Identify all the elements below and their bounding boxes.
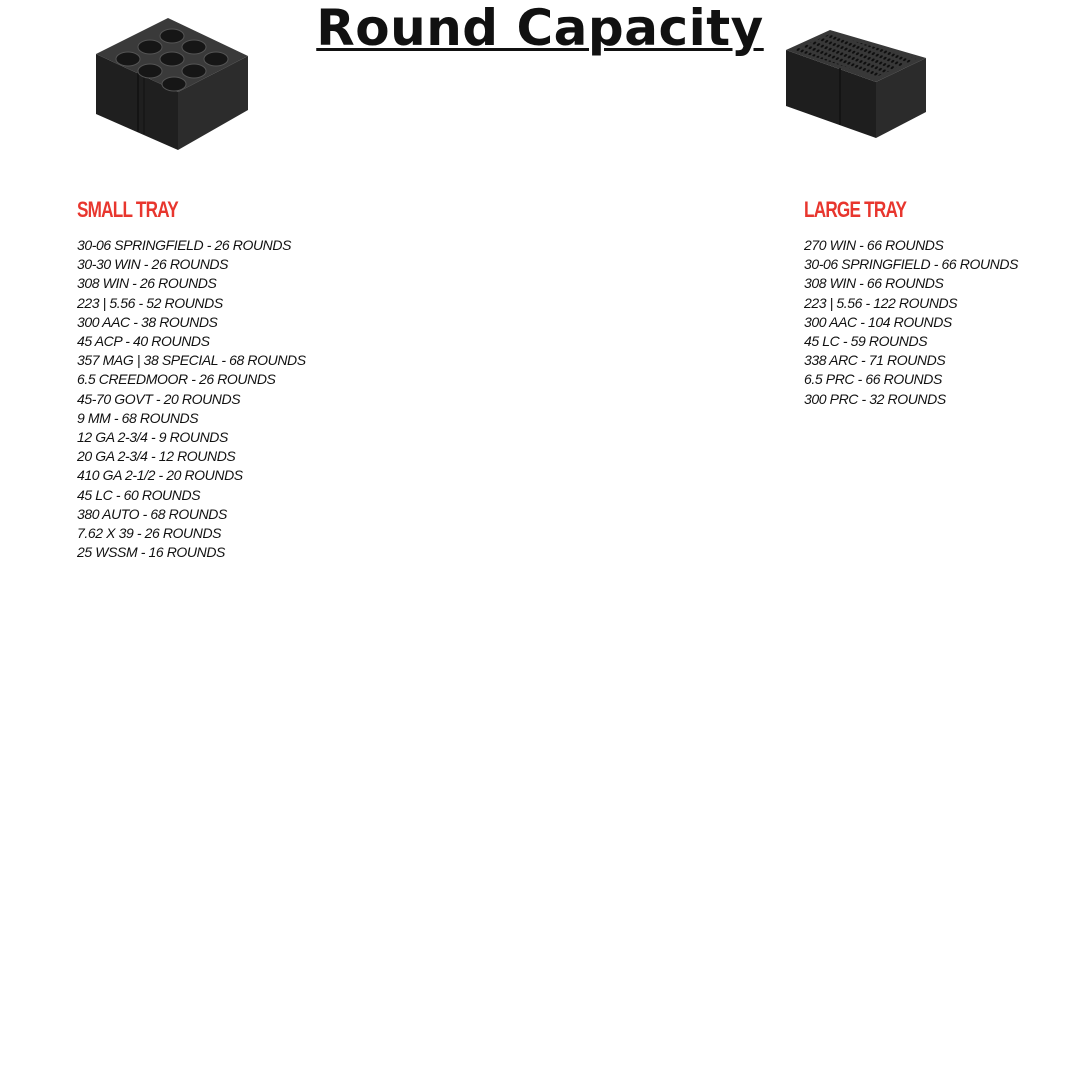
list-item: 6.5 PRC - 66 ROUNDS <box>804 371 942 388</box>
large-tray-capacity-list <box>804 236 1064 409</box>
list-item: 12 GA 2-3/4 - 9 ROUNDS <box>77 429 228 446</box>
small-tray-image <box>92 14 256 156</box>
list-item: 45 LC - 59 ROUNDS <box>804 333 928 350</box>
list-item: 223 | 5.56 - 122 ROUNDS <box>804 294 958 311</box>
large-tray-heading: LARGE TRAY <box>804 197 907 222</box>
list-item: 30-06 SPRINGFIELD - 26 ROUNDS <box>77 237 292 253</box>
list-item: 300 PRC - 32 ROUNDS <box>804 390 946 407</box>
list-item: 30-30 WIN - 26 ROUNDS <box>77 256 229 273</box>
list-item: 380 AUTO - 68 ROUNDS <box>77 505 227 522</box>
list-item: 338 ARC - 71 ROUNDS <box>804 352 946 369</box>
list-item: 9 MM - 68 ROUNDS <box>77 409 199 426</box>
list-item: 270 WIN - 66 ROUNDS <box>804 237 944 253</box>
list-item: 308 WIN - 26 ROUNDS <box>77 275 217 292</box>
small-tray-capacity-list <box>77 236 397 562</box>
list-item: 45-70 GOVT - 20 ROUNDS <box>77 390 241 407</box>
large-tray-image <box>780 26 930 142</box>
list-item: 30-06 SPRINGFIELD - 66 ROUNDS <box>804 256 1019 273</box>
list-item: 20 GA 2-3/4 - 12 ROUNDS <box>77 448 236 465</box>
list-item: 45 ACP - 40 ROUNDS <box>77 333 210 350</box>
list-item: 25 WSSM - 16 ROUNDS <box>77 544 225 561</box>
small-tray-section <box>77 196 397 562</box>
list-item: 7.62 X 39 - 26 ROUNDS <box>77 525 222 542</box>
list-item: 308 WIN - 66 ROUNDS <box>804 275 944 292</box>
large-tray-section <box>804 196 1064 409</box>
list-item: 300 AAC - 104 ROUNDS <box>804 313 952 330</box>
list-item: 223 | 5.56 - 52 ROUNDS <box>77 294 223 311</box>
page-title-text: Round Capacity <box>316 0 764 57</box>
list-item: 357 MAG | 38 SPECIAL - 68 ROUNDS <box>77 352 306 369</box>
list-item: 45 LC - 60 ROUNDS <box>77 486 201 503</box>
list-item: 300 AAC - 38 ROUNDS <box>77 313 218 330</box>
list-item: 6.5 CREEDMOOR - 26 ROUNDS <box>77 371 276 388</box>
small-tray-heading: SMALL TRAY <box>77 197 178 222</box>
list-item: 410 GA 2-1/2 - 20 ROUNDS <box>77 467 243 484</box>
